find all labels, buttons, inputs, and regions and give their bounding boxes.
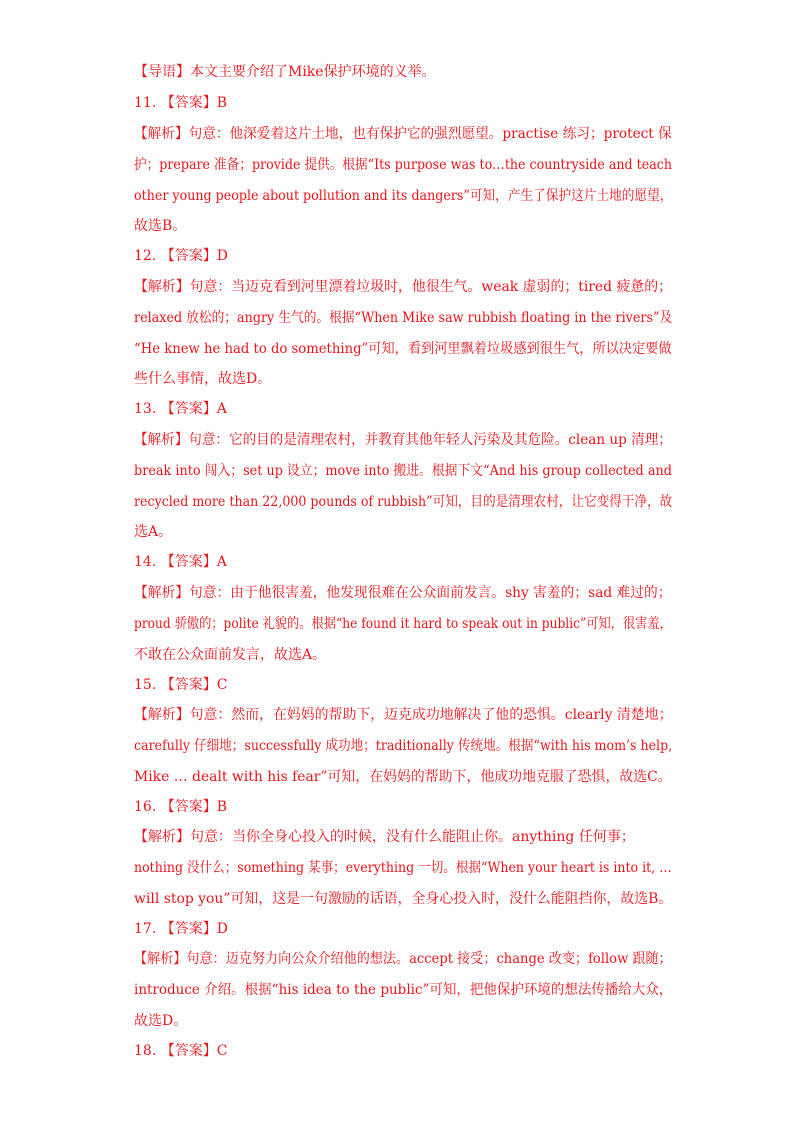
explanation-line: relaxed 放松的；angry 生气的。根据“When Mike saw rubbish floating in the rivers”及 [134,310,673,326]
explanation-line: proud 骄傲的；polite 礼貌的。根据“he found it hard to speak out in public”可知，很害羞， [134,616,672,632]
answer-line: 11. 【答案】B [134,95,228,111]
explanation-line: 【解析】句意：由于他很害羞，他发现很难在公众面前发言。shy 害羞的；sad 难过的； [134,585,672,601]
explanation-line: 故选B。 [134,218,187,234]
explanation-line: carefully 仔细地；successfully 成功地；traditionally 传统地。根据“with his mom’s help, [134,738,673,754]
explanation-line: nothing 没什么；something 某事；everything 一切。根据“When your heart is into it, … [134,860,672,876]
answer-line: 13. 【答案】A [134,401,227,417]
explanation-line: 不敢在公众面前发言，故选A。 [134,647,327,663]
explanation-line: 【解析】句意：他深爱着这片土地，也有保护它的强烈愿望。practise 练习；protect 保 [134,126,672,142]
explanation-line: 【解析】句意：它的目的是清理农村，并教育其他年轻人污染及其危险。clean up 清理； [134,432,672,448]
explanation-line: 【解析】句意：然而，在妈妈的帮助下，迈克成功地解决了他的恐惧。clearly 清楚地； [134,707,673,723]
explanation-line: “He knew he had to do something”可知，看到河里飘着垃圾感到很生气，所以决定要做 [134,341,672,357]
explanation-line: 护；prepare 准备；provide 提供。根据“Its purpose was to…the countryside and teach [134,157,672,173]
answer-line: 12. 【答案】D [134,248,228,264]
explanation-line: other young people about pollution and its dangers”可知，产生了保护这片土地的愿望， [134,188,673,204]
answer-line: 16. 【答案】B [134,799,228,815]
explanation-line: introduce 介绍。根据“his idea to the public”可知，把他保护环境的想法传播给大众， [134,982,673,998]
explanation-line: 【解析】句意：当你全身心投入的时候，没有什么能阻止你。anything 任何事； [134,829,635,845]
answer-line: 15. 【答案】C [134,677,228,693]
answer-line: 18. 【答案】C [134,1043,228,1059]
explanation-line: Mike … dealt with his fear”可知，在妈妈的帮助下，他成功地克服了恐惧，故选C。 [134,769,672,785]
explanation-line: 【解析】句意：迈克努力向公众介绍他的想法。accept 接受；change 改变；follow 跟随； [134,951,672,967]
explanation-line: will stop you”可知，这是一句激励的话语，全身心投入时，没什么能阻挡你，故选B。 [134,891,673,907]
explanation-line: 【解析】句意：当迈克看到河里漂着垃圾时，他很生气。weak 虚弱的；tired 疲惫的； [134,279,673,295]
explanation-line: recycled more than 22,000 pounds of rubbish”可知，目的是清理农村，让它变得干净，故 [134,494,673,510]
explanation-line: 故选D。 [134,1013,188,1029]
explanation-line: 选A。 [134,524,173,540]
intro-line: 【导语】本文主要介绍了Mike保护环境的义举。 [134,64,436,80]
explanation-line: break into 闯入；set up 设立；move into 搬进。根据下文“And his group collected and [134,463,672,479]
answer-line: 14. 【答案】A [134,554,227,570]
answer-line: 17. 【答案】D [134,921,228,937]
explanation-line: 些什么事情，故选D。 [134,371,272,387]
